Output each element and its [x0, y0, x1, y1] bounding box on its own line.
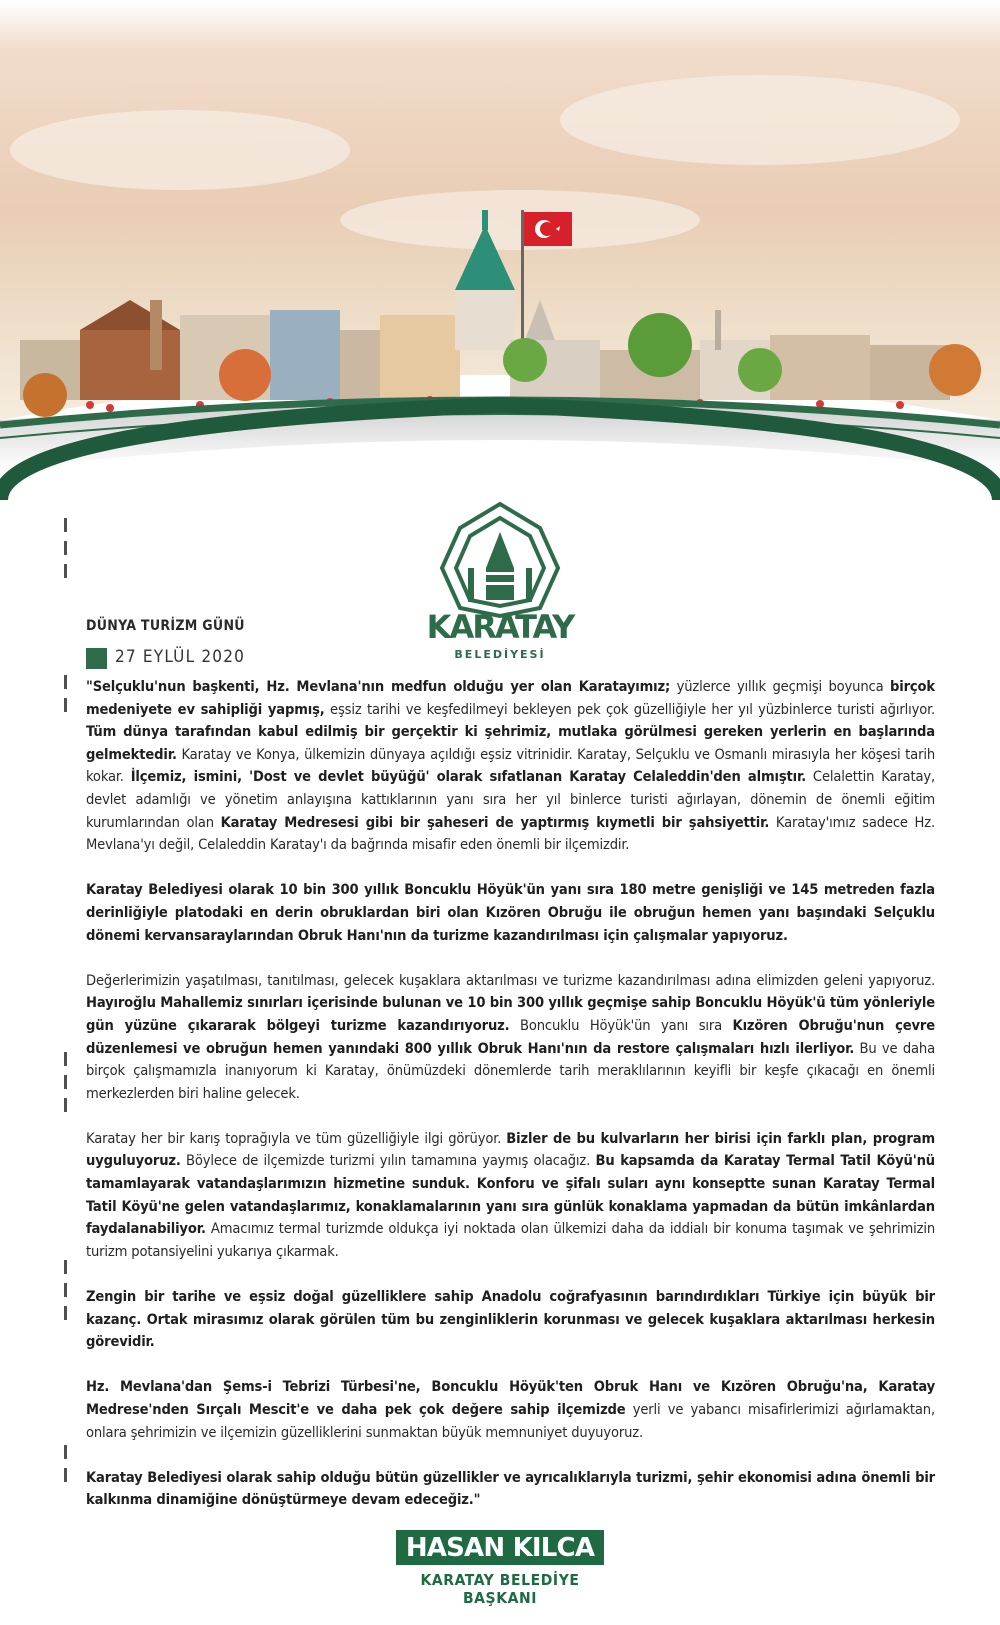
- text-segment: Karatay'ımız sadece Hz. Mevlana'yı değil, Celaleddin Karatay'ı da bağrında misafir eden önemli bir ilçemizdir.: [86, 813, 935, 854]
- text-segment: Hayıroğlu Mahallemiz sınırları içerisinde bulunan ve 10 bin 300 yıllık geçmişe sahip Boncuklu Höyük'ü tüm yönleriyle gün yüzüne çıkararak bölgeyi turizme kazandırıyoruz.: [86, 994, 935, 1034]
- text-segment: Karatay ve Konya, ülkemizin dünyaya açıldığı eşsiz vitrinidir. Karatay, Selçuklu ve Osmanlı mirasıyla her köşesi tarih kokar.: [86, 745, 935, 786]
- paragraph-6: [86, 1376, 935, 1444]
- text-segment: Hz. Mevlana'dan Şems-i Tebrizi Türbesi'ne, Boncuklu Höyük'ten Obruk Hanı ve Kızören Obruğu'na, Karatay Medrese'nden Sırçalı Mescit'e ve daha pek çok değere sahip ilçemizde: [86, 1378, 935, 1418]
- text-segment: Tüm dünya tarafından kabul edilmiş bir gerçektir ki şehrimiz, mutlaka görülmesi gereken yerlerin en başlarında gelmektedir.: [86, 723, 935, 763]
- text-segment: İlçemiz, ismini, 'Dost ve devlet büyüğü' olarak sıfatlanan Karatay Celaleddin'den almıştır.: [130, 768, 807, 786]
- text-segment: yerli ve yabancı misafirlerimizi ağırlamaktan, onlara şehrimizin ve ilçemizin güzelliklerini sunmaktan büyük memnuniyet duyuyoruz.: [86, 1401, 935, 1441]
- paragraph-7: [86, 1467, 935, 1512]
- date-marker: [86, 648, 107, 669]
- text-segment: "Selçuklu'nun başkenti, Hz. Mevlana'nın medfun olduğu yer olan Karatayımız;: [86, 678, 671, 695]
- text-segment: Bu ve daha birçok çalışmamızla inanıyorum ki Karatay, önümüzdeki dönemlerde tarih meraklılarının keyifli bir keşfe çıkacağı en önemli merkezlerden biri haline gelecek.: [86, 1039, 935, 1102]
- text-segment: Celalettin Karatay, devlet adamlığı ve yönetim anlayışına kattıklarının yanı sıra her yıl binlerce turisti ağırlayan, dönemin de önemli eğitim kurumlarından olan: [86, 768, 935, 831]
- text-segment: yüzlerce yıllık geçmişi boyunca: [670, 678, 890, 695]
- text-segment: Karatay Belediyesi olarak 10 bin 300 yıllık Boncuklu Höyük'ün yanı sıra 180 metre genişliği ve 145 metreden fazla derinliğiyle platodaki en derin obruklardan biri olan Kızören Obruğu ile obruğun hemen yanı başındaki Selçuklu dönemi kervansaraylarından Obruk Hanı'nın da turizme kazandırılması için çalışmalar yapıyoruz.: [86, 881, 935, 944]
- text-segment: Böylece de ilçemizde turizmi yılın tamamına yaymış olacağız.: [180, 1152, 596, 1170]
- signature-name: HASAN KILCA: [396, 1530, 604, 1565]
- text-segment: Karatay Belediyesi olarak sahip olduğu bütün güzellikler ve ayrıcalıklarıyla turizmi, şehir ekonomisi adına önemli bir kalkınma dinamiğine dönüştürmeye devam edeceğiz.": [86, 1468, 935, 1509]
- signature-title: KARATAY BELEDİYE BAŞKANI: [420, 1571, 580, 1607]
- text-segment: Karatay her bir karış toprağıyla ve tüm güzelliğiyle ilgi görüyor.: [86, 1129, 507, 1147]
- text-segment: Boncuklu Höyük'ün yanı sıra: [509, 1016, 733, 1034]
- date: 27 EYLÜL 2020: [115, 647, 246, 667]
- paragraph-5: [86, 1286, 935, 1354]
- text-segment: eşsiz tarihi ve keşfedilmeyi bekleyen pek çok güzelliğiyle her yıl yüzbinlerce turisti ağırlıyor.: [324, 700, 936, 718]
- karatay-logo: [418, 498, 582, 674]
- text-segment: Bizler de bu kulvarların her birisi için farklı plan, program uyguluyoruz.: [86, 1129, 935, 1170]
- logo-name: KARATAY: [426, 608, 574, 646]
- text-segment: Karatay Medresesi gibi bir şaheseri de yaptırmış kıymetli bir şahsiyettir.: [220, 813, 770, 831]
- paragraph-2: [86, 879, 935, 947]
- banner-illustration: [0, 0, 1000, 500]
- page-title: DÜNYA TURİZM GÜNÜ: [86, 618, 245, 634]
- text-segment: birçok medeniyete ev sahipliği yapmış,: [86, 678, 935, 718]
- signature: [382, 1530, 618, 1607]
- paragraph-1: [86, 676, 935, 857]
- text-segment: Zengin bir tarihe ve eşsiz doğal güzelliklere sahip Anadolu coğrafyasının barındırdıkları Türkiye için büyük bir kazanç. Ortak mirasımız olarak görülen tüm bu zenginliklerin korunması ve gelecek kuşaklara aktarılması herkesin görevidir.: [86, 1288, 935, 1351]
- logo-subtitle: BELEDİYESİ: [454, 648, 546, 661]
- text-segment: Kızören Obruğu'nun çevre düzenlemesi ve obruğun hemen yanındaki 800 yıllık Obruk Hanı'nın da restore çalışmaları hızlı ilerliyor.: [86, 1016, 935, 1057]
- text-segment: Amacımız termal turizmde oldukça iyi noktada olan ülkemizi daha da iddialı bir konuma taşımak ve şehrimizin turizm potansiyelini yukarıya çıkarmak.: [86, 1220, 935, 1260]
- paragraph-4: [86, 1128, 935, 1264]
- paragraph-3: [86, 970, 935, 1106]
- statement-body: [86, 676, 935, 1535]
- text-segment: Bu kapsamda da Karatay Termal Tatil Köyü'nü tamamlayarak vatandaşlarımızın hizmetine sunduk. Konforu ve şifalı suları aynı konseptte sunan Karatay Termal Tatil Köyü'ne gelen vatandaşlarımız, konaklamalarının yanı sıra günlük konaklama yapmadan da bütün imkânlardan faydalanabiliyor.: [86, 1152, 935, 1238]
- text-segment: Değerlerimizin yaşatılması, tanıtılması, gelecek kuşaklara aktarılması ve turizme kazandırılması adına elimizden geleni yapıyoruz.: [86, 971, 935, 989]
